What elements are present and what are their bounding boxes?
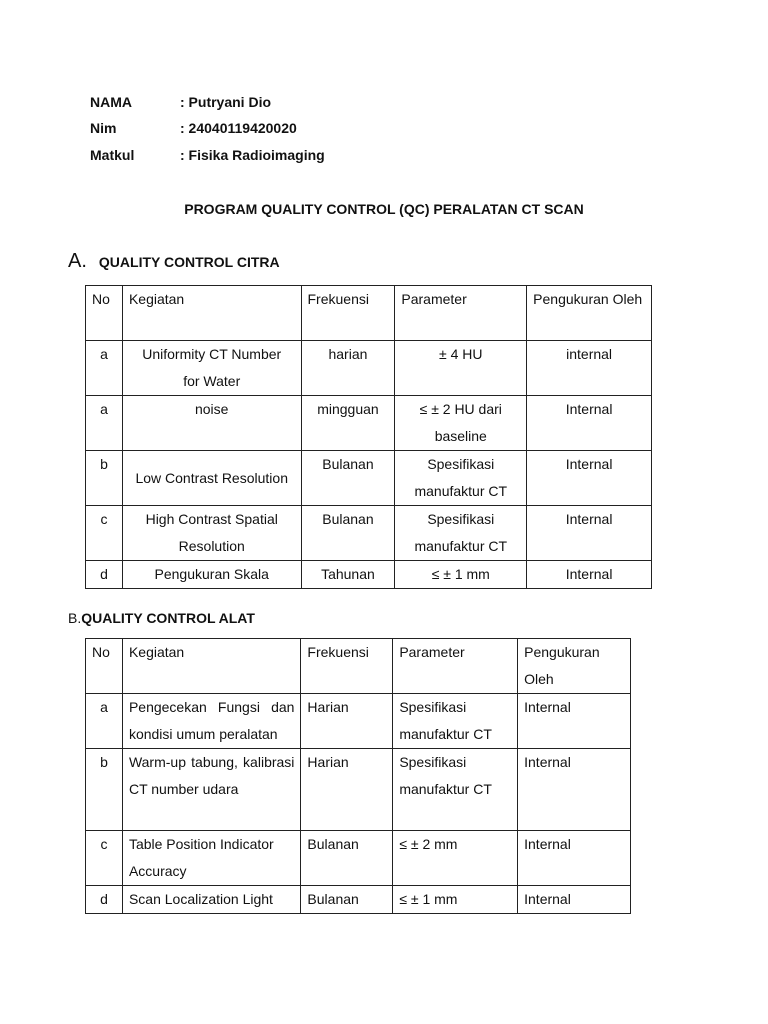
cell-no: d xyxy=(86,886,123,914)
col-header-frekuensi: Frekuensi xyxy=(301,286,395,341)
cell-oleh: Internal xyxy=(518,886,631,914)
cell-parameter: ≤ ± 1 mm xyxy=(393,886,518,914)
matkul-label: Matkul xyxy=(90,147,135,163)
cell-kegiatan: Pengukuran Skala xyxy=(122,561,301,589)
cell-kegiatan: Pengecekan Fungsi dan kondisi umum peralatan xyxy=(122,694,300,749)
cell-no: a xyxy=(86,396,123,451)
cell-frekuensi: Tahunan xyxy=(301,561,395,589)
cell-no: c xyxy=(86,506,123,561)
cell-no: b xyxy=(86,749,123,831)
nim-label: Nim xyxy=(90,120,117,136)
nama-value: : Putryani Dio xyxy=(180,94,272,110)
nama-label: NAMA xyxy=(90,94,132,110)
cell-parameter: Spesifikasi manufaktur CT xyxy=(393,694,518,749)
cell-no: c xyxy=(86,831,123,886)
cell-kegiatan: High Contrast Spatial Resolution xyxy=(122,506,301,561)
nim-value: : 24040119420020 xyxy=(180,120,297,136)
col-header-no: No xyxy=(86,639,123,694)
table-row xyxy=(86,886,631,914)
section-a-heading xyxy=(68,250,280,273)
cell-frekuensi: Harian xyxy=(301,749,393,831)
cell-parameter: ≤ ± 1 mm xyxy=(395,561,527,589)
table-row xyxy=(86,451,652,506)
col-header-oleh: Pengukuran Oleh xyxy=(518,639,631,694)
section-b-letter: B. xyxy=(68,610,82,626)
cell-kegiatan: Uniformity CT Number for Water xyxy=(122,341,301,396)
cell-oleh: Internal xyxy=(518,694,631,749)
table-row xyxy=(86,506,652,561)
cell-oleh: internal xyxy=(527,341,652,396)
cell-no: d xyxy=(86,561,123,589)
table-qc-citra xyxy=(85,285,652,589)
cell-oleh: Internal xyxy=(527,396,652,451)
matkul-value: : Fisika Radioimaging xyxy=(180,147,325,163)
cell-frekuensi: Bulanan xyxy=(301,886,393,914)
section-a-title: QUALITY CONTROL CITRA xyxy=(98,254,280,270)
col-header-parameter: Parameter xyxy=(395,286,527,341)
cell-oleh: Internal xyxy=(527,506,652,561)
cell-frekuensi: Harian xyxy=(301,694,393,749)
table-row xyxy=(86,396,652,451)
section-b-heading xyxy=(68,610,255,626)
table-header-row xyxy=(86,639,631,694)
cell-kegiatan: Warm-up tabung, kalibrasi CT number udara xyxy=(122,749,300,831)
table-row xyxy=(86,694,631,749)
cell-oleh: Internal xyxy=(527,451,652,506)
cell-parameter: ≤ ± 2 mm xyxy=(393,831,518,886)
col-header-kegiatan: Kegiatan xyxy=(122,639,300,694)
cell-kegiatan: Table Position Indicator Accuracy xyxy=(122,831,300,886)
table-row xyxy=(86,831,631,886)
section-a-letter: A. xyxy=(68,250,87,272)
col-header-kegiatan: Kegiatan xyxy=(122,286,301,341)
section-b-title: QUALITY CONTROL ALAT xyxy=(81,610,255,626)
col-header-parameter: Parameter xyxy=(393,639,518,694)
cell-kegiatan: Low Contrast Resolution xyxy=(122,451,301,506)
table-row xyxy=(86,749,631,831)
cell-no: b xyxy=(86,451,123,506)
cell-frekuensi: Bulanan xyxy=(301,451,395,506)
cell-frekuensi: Bulanan xyxy=(301,831,393,886)
cell-frekuensi: harian xyxy=(301,341,395,396)
cell-parameter: Spesifikasi manufaktur CT xyxy=(395,451,527,506)
cell-parameter: Spesifikasi manufaktur CT xyxy=(393,749,518,831)
cell-parameter: Spesifikasi manufaktur CT xyxy=(395,506,527,561)
cell-oleh: Internal xyxy=(518,831,631,886)
cell-kegiatan: noise xyxy=(122,396,301,451)
table-header-row xyxy=(86,286,652,341)
col-header-no: No xyxy=(86,286,123,341)
col-header-frekuensi: Frekuensi xyxy=(301,639,393,694)
cell-frekuensi: Bulanan xyxy=(301,506,395,561)
cell-parameter: ± 4 HU xyxy=(395,341,527,396)
col-header-oleh: Pengukuran Oleh xyxy=(527,286,652,341)
cell-parameter: ≤ ± 2 HU dari baseline xyxy=(395,396,527,451)
cell-frekuensi: mingguan xyxy=(301,396,395,451)
table-qc-alat xyxy=(85,638,631,914)
cell-kegiatan: Scan Localization Light xyxy=(122,886,300,914)
cell-oleh: Internal xyxy=(518,749,631,831)
document-title: PROGRAM QUALITY CONTROL (QC) PERALATAN CT SCAN xyxy=(184,201,584,217)
cell-no: a xyxy=(86,694,123,749)
table-row xyxy=(86,341,652,396)
table-row xyxy=(86,561,652,589)
cell-oleh: Internal xyxy=(527,561,652,589)
cell-no: a xyxy=(86,341,123,396)
